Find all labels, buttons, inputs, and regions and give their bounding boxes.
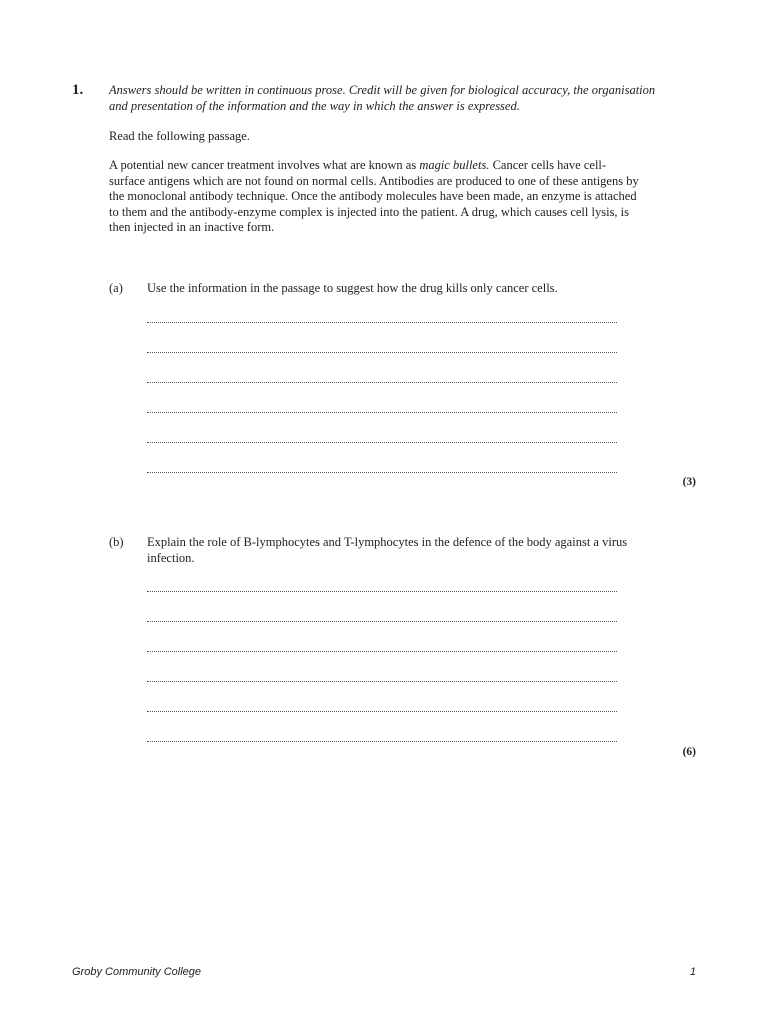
part-b-marks: (6) [682, 746, 696, 758]
read-prompt: Read the following passage. [109, 129, 250, 143]
question-number: 1. [72, 82, 84, 98]
answer-line[interactable] [147, 382, 617, 383]
answer-line[interactable] [147, 651, 617, 652]
answer-line[interactable] [147, 322, 617, 323]
answer-line[interactable] [147, 621, 617, 622]
answer-line[interactable] [147, 741, 617, 742]
answer-line[interactable] [147, 681, 617, 682]
answer-line[interactable] [147, 591, 617, 592]
passage-emphasis: magic bullets. [419, 158, 490, 172]
page-number: 1 [689, 966, 696, 978]
passage-text [109, 158, 639, 236]
answer-line[interactable] [147, 442, 617, 443]
answer-line[interactable] [147, 472, 617, 473]
answer-line[interactable] [147, 352, 617, 353]
passage-text-after: Cancer cells have cell-surface antigens which are not found on normal cells. Antibodies are produced to one of these antigens by the monoclonal antibody technique. Once the antibody molecules have been made, an enzyme is attached to them and the antibody-enzyme complex is injected into the patient. A drug, which causes cell lysis, is then injected in an inactive form. [109, 158, 639, 234]
part-a-question: Use the information in the passage to suggest how the drug kills only cancer cells. [147, 281, 558, 295]
part-b-label: (b) [109, 535, 124, 549]
part-b-question: Explain the role of B-lymphocytes and T-lymphocytes in the defence of the body against a virus infection. [147, 535, 628, 565]
passage-text-before: A potential new cancer treatment involves what are known as [109, 158, 420, 172]
answer-line[interactable] [147, 412, 617, 413]
part-a-marks: (3) [682, 476, 696, 488]
footer-school: Groby Community College [72, 966, 201, 978]
part-a-label: (a) [109, 281, 123, 295]
question-instruction: Answers should be written in continuous prose. Credit will be given for biological accuracy, the organisation and presentation of the information and the way in which the answer is expressed. [109, 83, 656, 113]
answer-line[interactable] [147, 711, 617, 712]
